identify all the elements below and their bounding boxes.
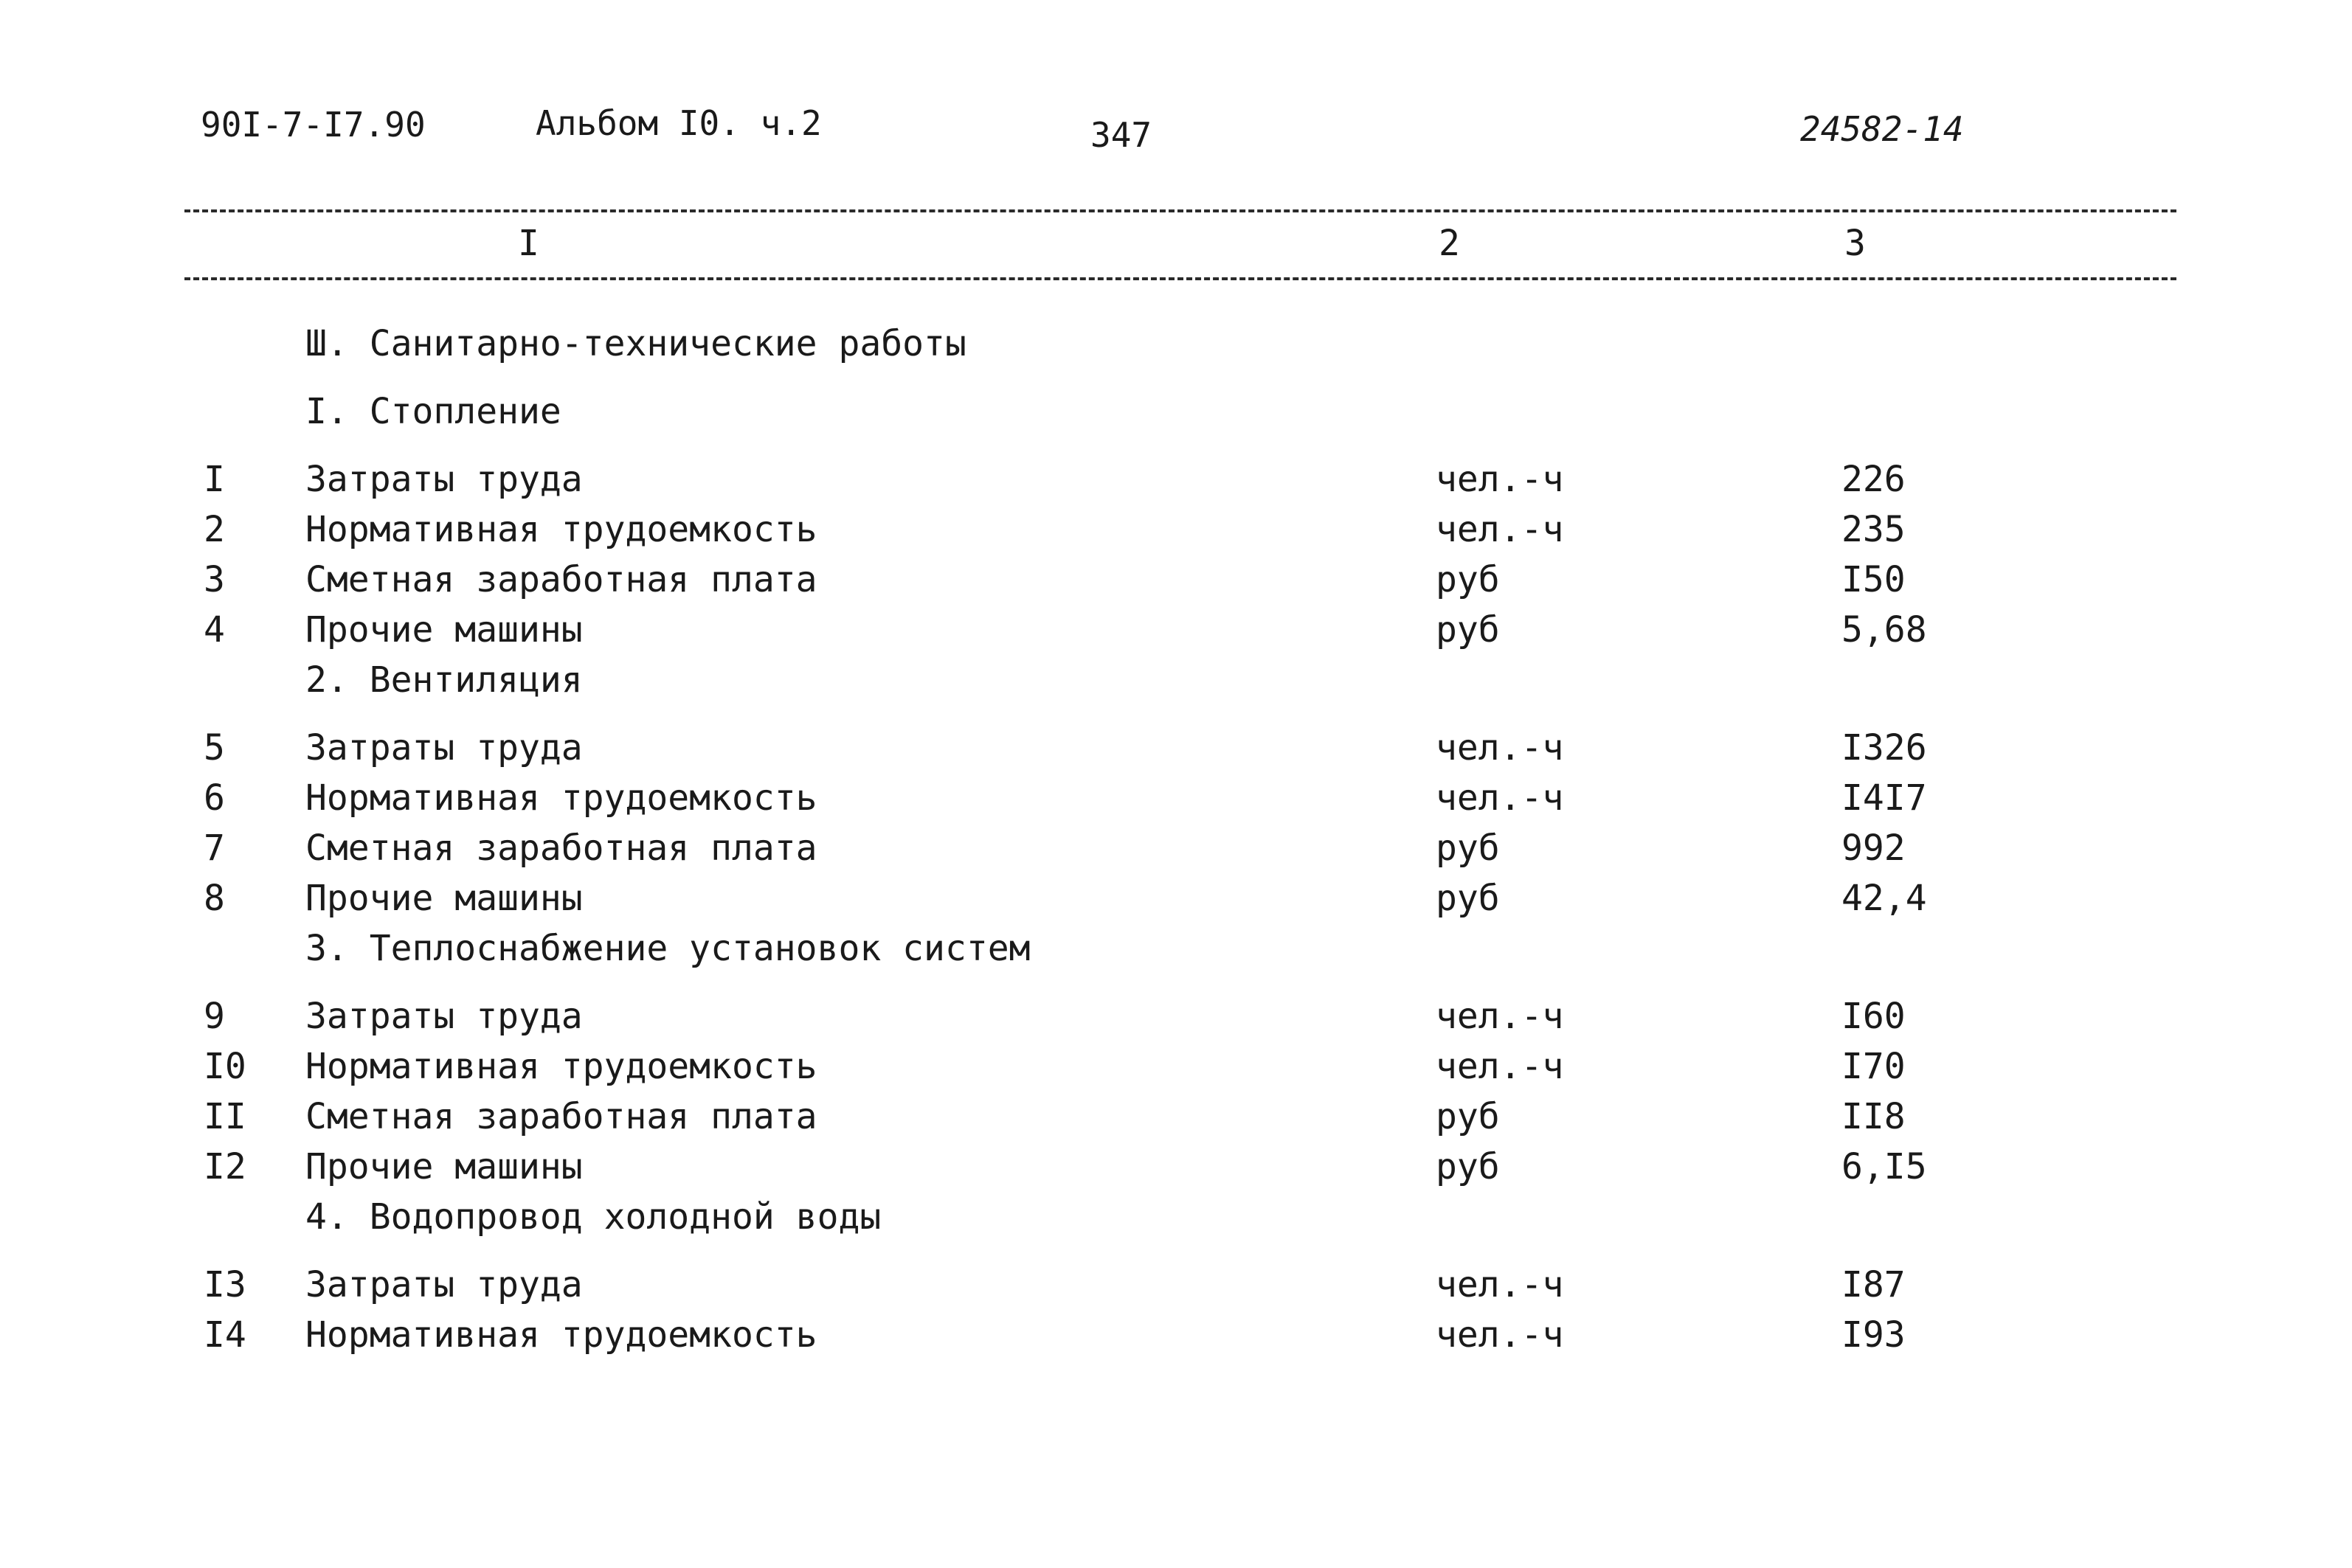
row-name: Сметная заработная плата [305,828,817,869]
doc-code: 90I-7-I7.90 [201,105,426,145]
row-number: I [204,459,225,500]
row-number: 3 [204,559,225,600]
column-header-3: 3 [1844,223,1866,264]
row-name: Прочие машины [305,878,583,919]
row-number: 6 [204,777,225,819]
row-unit: чел.-ч [1436,1264,1564,1305]
group-title-row [0,386,2352,454]
row-name: Нормативная трудоемкость [305,509,817,550]
column-header-2: 2 [1439,223,1460,264]
row-unit: руб [1436,878,1500,919]
row-unit: чел.-ч [1436,1314,1564,1356]
row-unit: руб [1436,1146,1500,1187]
row-unit: чел.-ч [1436,1046,1564,1087]
row-unit: чел.-ч [1436,727,1564,769]
row-number: 2 [204,509,225,550]
row-name: Затраты труда [305,727,583,769]
row-value: I93 [1841,1314,1906,1356]
table-rule-bottom [184,277,2176,280]
row-name: Затраты труда [305,459,583,500]
page-number: 347 [1090,115,1152,155]
table-row [0,991,2352,1041]
table-row [0,555,2352,605]
row-unit: руб [1436,559,1500,600]
row-value: 226 [1841,459,1906,500]
row-number: 7 [204,828,225,869]
row-name: Сметная заработная плата [305,1096,817,1137]
column-header-1: I [518,223,539,264]
table-rule-top [184,209,2176,212]
row-name: Нормативная трудоемкость [305,777,817,819]
row-value: I50 [1841,559,1906,600]
row-number: II [204,1096,246,1137]
table-row [0,454,2352,504]
row-unit: руб [1436,828,1500,869]
table-row [0,1041,2352,1092]
table-row [0,723,2352,773]
row-number: I0 [204,1046,246,1087]
section-title-row [0,319,2352,386]
reference-number: 24582-14 [1800,109,1964,149]
group-title-row [0,655,2352,723]
row-value: I60 [1841,996,1906,1037]
row-number: I3 [204,1264,246,1305]
row-name: Затраты труда [305,1264,583,1305]
section-title: Ш. Санитарно-технические работы [305,323,966,364]
row-value: 5,68 [1841,609,1927,651]
table-row [0,1092,2352,1142]
row-value: 992 [1841,828,1906,869]
table-row [0,823,2352,873]
table-row [0,605,2352,655]
table-row [0,773,2352,823]
table-row [0,1310,2352,1360]
row-name: Сметная заработная плата [305,559,817,600]
row-value: 42,4 [1841,878,1927,919]
row-value: I87 [1841,1264,1906,1305]
row-name: Затраты труда [305,996,583,1037]
row-value: I4I7 [1841,777,1927,819]
group-title: I. Стопление [305,391,561,432]
row-number: 8 [204,878,225,919]
group-title: 4. Водопровод холодной воды [305,1196,882,1238]
table-row [0,1142,2352,1192]
group-title: 2. Вентиляция [305,659,583,701]
row-number: 4 [204,609,225,651]
row-name: Нормативная трудоемкость [305,1046,817,1087]
row-unit: чел.-ч [1436,777,1564,819]
table-row [0,873,2352,923]
row-unit: руб [1436,1096,1500,1137]
row-value: I70 [1841,1046,1906,1087]
row-unit: руб [1436,609,1500,651]
row-value: 6,I5 [1841,1146,1927,1187]
row-value: 235 [1841,509,1906,550]
table-row [0,504,2352,555]
group-title: 3. Теплоснабжение установок систем [305,928,1031,969]
row-value: I326 [1841,727,1927,769]
row-number: I4 [204,1314,246,1356]
table-row [0,1260,2352,1310]
row-name: Нормативная трудоемкость [305,1314,817,1356]
album-label: Альбом I0. ч.2 [536,103,822,143]
group-title-row [0,923,2352,991]
row-name: Прочие машины [305,609,583,651]
row-unit: чел.-ч [1436,509,1564,550]
group-title-row [0,1192,2352,1260]
row-number: I2 [204,1146,246,1187]
table-body [0,319,2352,1360]
row-number: 5 [204,727,225,769]
row-unit: чел.-ч [1436,459,1564,500]
row-unit: чел.-ч [1436,996,1564,1037]
row-value: II8 [1841,1096,1906,1137]
row-number: 9 [204,996,225,1037]
row-name: Прочие машины [305,1146,583,1187]
